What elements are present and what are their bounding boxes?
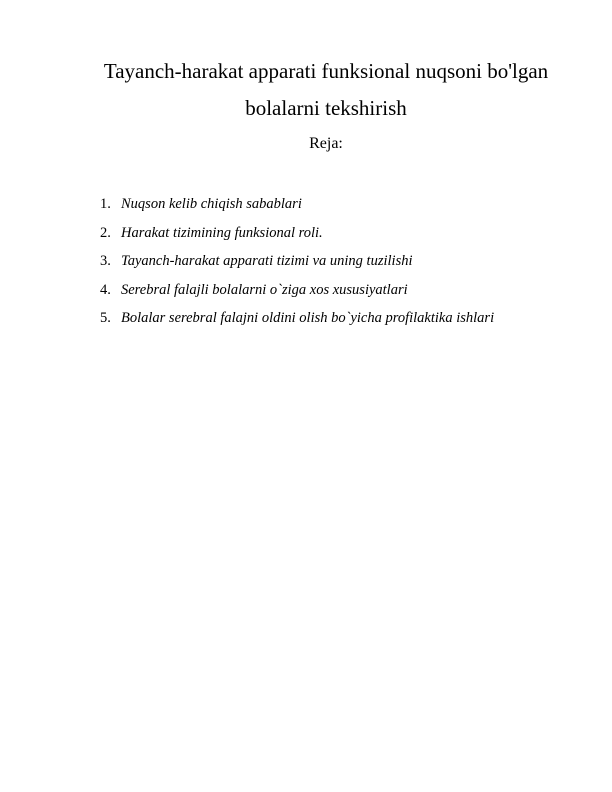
plan-item	[100, 223, 580, 252]
plan-item-number: 1.	[100, 196, 111, 212]
plan-item	[100, 308, 580, 337]
plan-item-number: 4.	[100, 281, 111, 298]
plan-list	[100, 194, 580, 337]
document-title-line-2: bolalarni tekshirish	[245, 96, 407, 120]
plan-item-text: Harakat tizimining funksional roli.	[121, 224, 323, 241]
plan-item-text: Serebral falajli bolalarni o`ziga xos xususiyatlari	[121, 281, 408, 298]
document-title-line-1: Tayanch-harakat apparati funksional nuqsoni bo'lgan	[103, 59, 549, 83]
plan-item-number: 5.	[100, 310, 111, 326]
plan-item-number: 2.	[100, 224, 111, 241]
plan-item	[100, 194, 580, 223]
plan-heading: Reja:	[309, 135, 343, 152]
plan-item-number: 3.	[100, 253, 111, 269]
plan-item-text: Bolalar serebral falajni oldini olish bo`yicha profilaktika ishlari	[121, 310, 495, 326]
plan-item	[100, 251, 580, 280]
plan-item-text: Tayanch-harakat apparati tizimi va uning tuzilishi	[121, 253, 413, 269]
plan-item-text: Nuqson kelib chiqish sabablari	[121, 196, 302, 212]
plan-item	[100, 280, 580, 309]
